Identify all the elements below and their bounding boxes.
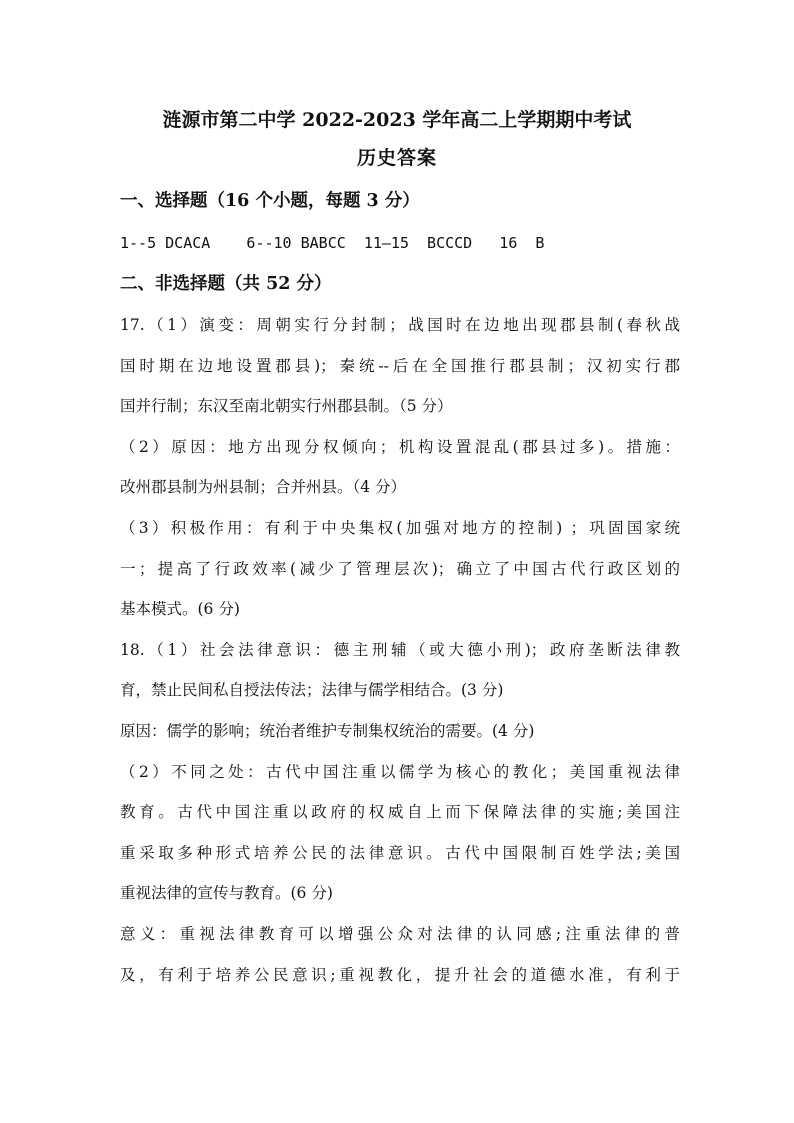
document-title: 涟源市第二中学 2022-2023 学年高二上学期期中考试: [162, 109, 632, 131]
answer-line: 及，有利于培养公民意识;重视教化，提升社会的道德水准，有利于: [120, 965, 680, 984]
multiple-choice-answers: 1--5 DCACA 6--10 BABCC 11—15 BCCCD 16 B: [120, 234, 545, 252]
answer-line: 育，禁止民间私自授法传法；法律与儒学相结合。(3 分): [120, 681, 504, 700]
answer-line: 基本模式。(6 分): [120, 600, 240, 619]
answer-line: 重采取多种形式培养公民的法律意识。古代中国限制百姓学法;美国: [120, 843, 680, 862]
answer-line: 改州郡县制为州县制；合并州县。（4 分）: [120, 478, 407, 497]
answer-line: 17.（1）演变：周朝实行分封制；战国时在边地出现郡县制(春秋战: [120, 316, 680, 334]
document-subtitle: 历史答案: [356, 147, 437, 169]
answer-line: （2）原因：地方出现分权倾向；机构设置混乱(郡县过多)。措施：: [120, 437, 680, 456]
section-heading-non-choice: 二、非选择题（共 52 分）: [120, 274, 332, 294]
answer-line: 教育。古代中国注重以政府的权威自上而下保障法律的实施;美国注: [120, 803, 680, 822]
answer-line: 原因：儒学的影响；统治者维护专制集权统治的需要。(4 分): [120, 721, 535, 740]
answer-body: [120, 313, 680, 1003]
section-heading-multiple-choice: 一、选择题（16 个小题，每题 3 分）: [120, 191, 420, 211]
answer-line: 18.（1）社会法律意识：德主刑辅（或大德小刑)；政府垄断法律教: [120, 640, 680, 659]
answer-line: 一；提高了行政效率(减少了管理层次)；确立了中国古代行政区划的: [120, 559, 680, 578]
answer-line: 国时期在边地设置郡县)；秦统--后在全国推行郡县制；汉初实行郡: [120, 356, 680, 375]
answer-line: 意义：重视法律教育可以增强公众对法律的认同感;注重法律的普: [120, 924, 680, 943]
answer-line: （2）不同之处：古代中国注重以儒学为核心的教化；美国重视法律: [120, 762, 680, 781]
answer-line: 重视法律的宣传与教育。(6 分): [120, 884, 333, 903]
answer-line: （3）积极作用：有利于中央集权(加强对地方的控制) ；巩固国家统: [120, 518, 680, 537]
answer-line: 国并行制；东汉至南北朝实行州郡县制。（5 分）: [120, 397, 453, 416]
